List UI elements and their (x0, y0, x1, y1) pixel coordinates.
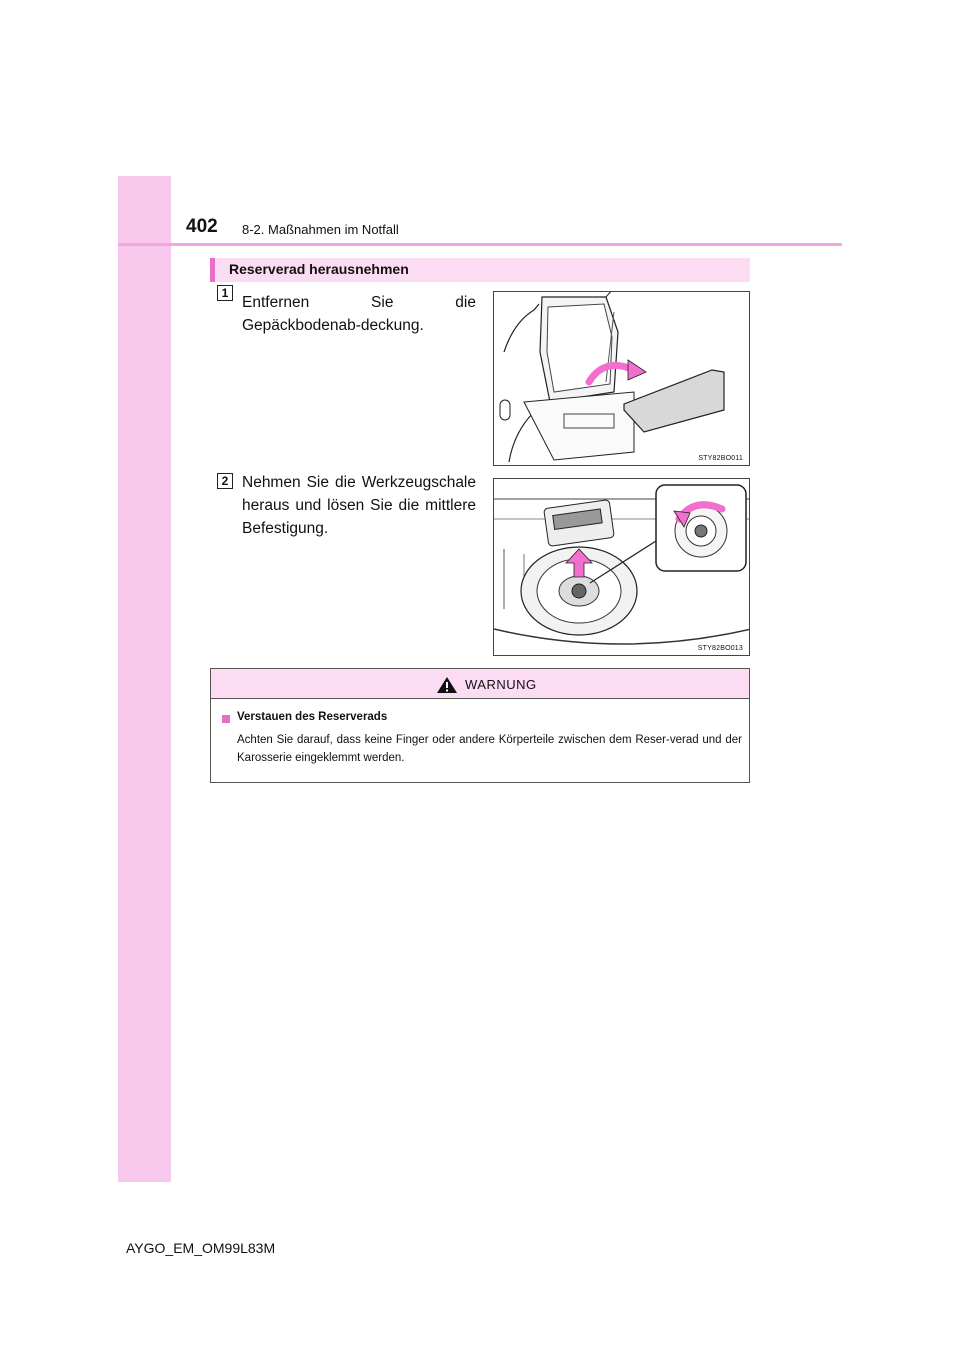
page-number: 402 (186, 216, 218, 237)
warning-title: WARNUNG (465, 677, 537, 692)
step-2-number: 2 (217, 473, 233, 489)
warning-box (210, 668, 750, 783)
trunk-illustration (494, 292, 750, 466)
step-2-text: Nehmen Sie die Werkzeugschale heraus und lösen Sie die mittlere Befestigung. (242, 474, 476, 537)
warning-header (211, 669, 749, 699)
figure-code: STY82BO013 (697, 645, 743, 652)
figure-spare-wheel (493, 478, 750, 656)
figure-remove-floor-cover (493, 291, 750, 466)
step-1-text: Entfernen Sie die Gepäckbodenab-deckung. (242, 294, 476, 334)
side-tab (118, 176, 171, 1182)
step-1-number: 1 (217, 285, 233, 301)
bullet-square-icon (222, 715, 230, 723)
spare-wheel-illustration (494, 479, 750, 656)
document-code: AYGO_EM_OM99L83M (126, 1240, 276, 1256)
warning-triangle-icon (436, 676, 458, 694)
section-header (210, 258, 750, 282)
header-divider (118, 243, 842, 246)
warning-subtitle: Verstauen des Reserverads (237, 711, 388, 723)
chapter-title: 8-2. Maßnahmen im Notfall (242, 222, 399, 237)
figure-code: STY82BO011 (698, 455, 743, 462)
section-title: Reserverad herausnehmen (229, 261, 409, 277)
warning-text: Achten Sie darauf, dass keine Finger oder andere Körperteile zwischen dem Reser-verad und der Karosserie eingeklemmt werden. (237, 734, 742, 764)
